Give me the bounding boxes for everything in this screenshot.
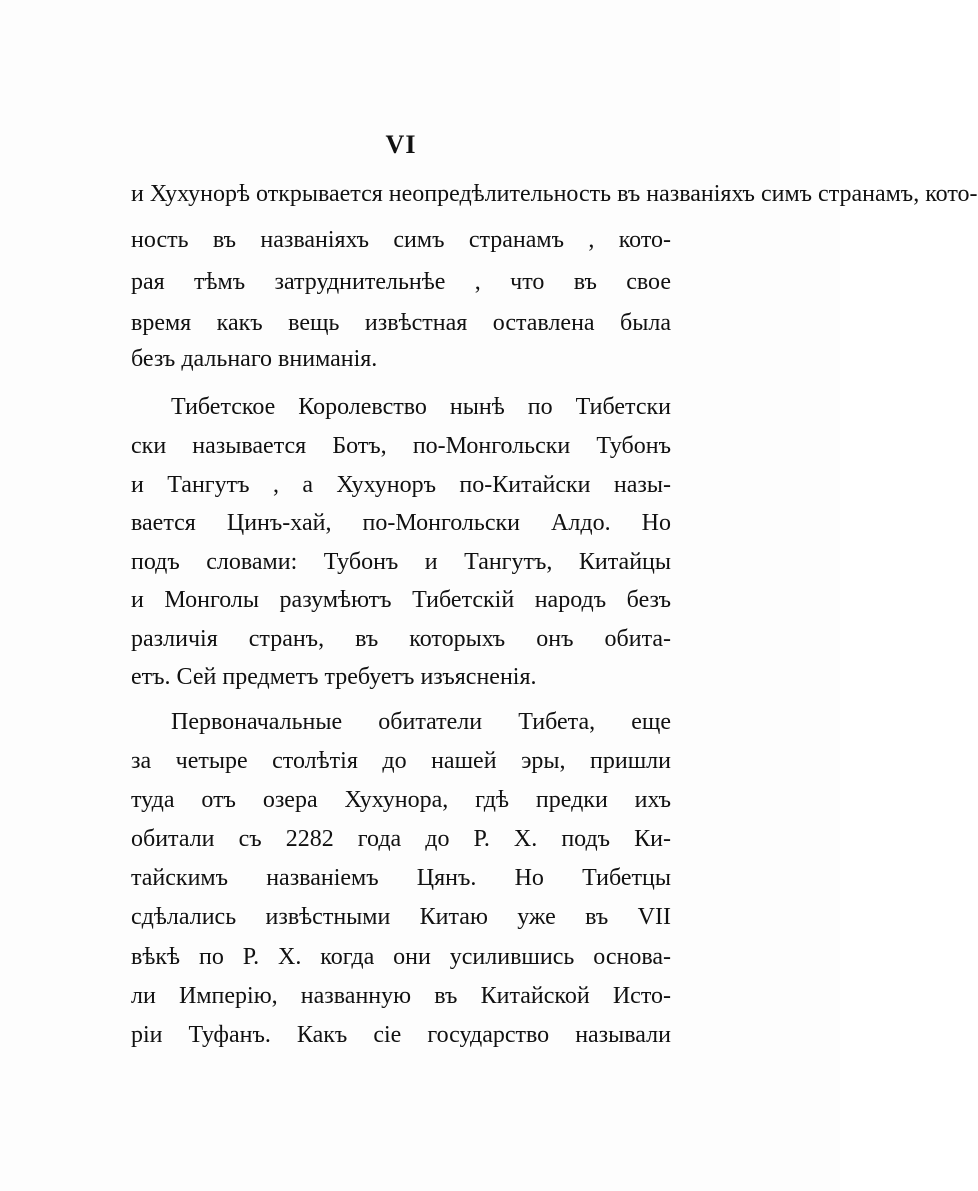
text-line: и Монголы разумѣютъ Тибетскій народъ безъ bbox=[131, 587, 671, 613]
text-line: ски называется Ботъ, по-Монгольски Тубонъ bbox=[131, 433, 671, 459]
text-line: время какъ вещь извѣстная оставлена была bbox=[131, 310, 671, 336]
text-line: Тибетское Королевство нынѣ по Тибетски bbox=[171, 394, 671, 420]
text-line: различія странъ, въ которыхъ онъ обита- bbox=[131, 626, 671, 652]
text-line: Первоначальные обитатели Тибета, еще bbox=[171, 709, 671, 735]
text-line: ность въ названіяхъ симъ странамъ , кото- bbox=[131, 227, 671, 253]
text-line: етъ. Сей предметъ требуетъ изъясненія. bbox=[131, 664, 537, 690]
text-line: рая тѣмъ затруднительнѣе , что въ свое bbox=[131, 269, 671, 295]
text-line: подъ словами: Тубонъ и Тангутъ, Китайцы bbox=[131, 549, 671, 575]
text-line: и Хухунорѣ открывается неопредѣлительность въ названіяхъ симъ странамъ, кото- bbox=[131, 181, 978, 207]
text-line: обитали съ 2282 года до Р. Х. подъ Ки- bbox=[131, 826, 671, 852]
text-line: ли Имперію, названную въ Китайской Исто- bbox=[131, 983, 671, 1009]
text-line: вѣкѣ по Р. Х. когда они усилившись основа- bbox=[131, 944, 671, 970]
text-line: за четыре столѣтія до нашей эры, пришли bbox=[131, 748, 671, 774]
text-line: безъ дальнаго вниманія. bbox=[131, 346, 378, 372]
text-line: и Тангутъ , а Хухуноръ по-Китайски назы- bbox=[131, 472, 671, 498]
page-number: VI bbox=[385, 130, 417, 159]
text-line: сдѣлались извѣстными Китаю уже въ VII bbox=[131, 904, 671, 930]
text-line: ріи Туфанъ. Какъ сіе государство называли bbox=[131, 1022, 671, 1048]
text-line: вается Цинъ-хай, по-Монгольски Алдо. Но bbox=[131, 510, 671, 536]
text-line: тайскимъ названіемъ Цянъ. Но Тибетцы bbox=[131, 865, 671, 891]
text-line: туда отъ озера Хухунора, гдѣ предки ихъ bbox=[131, 787, 671, 813]
